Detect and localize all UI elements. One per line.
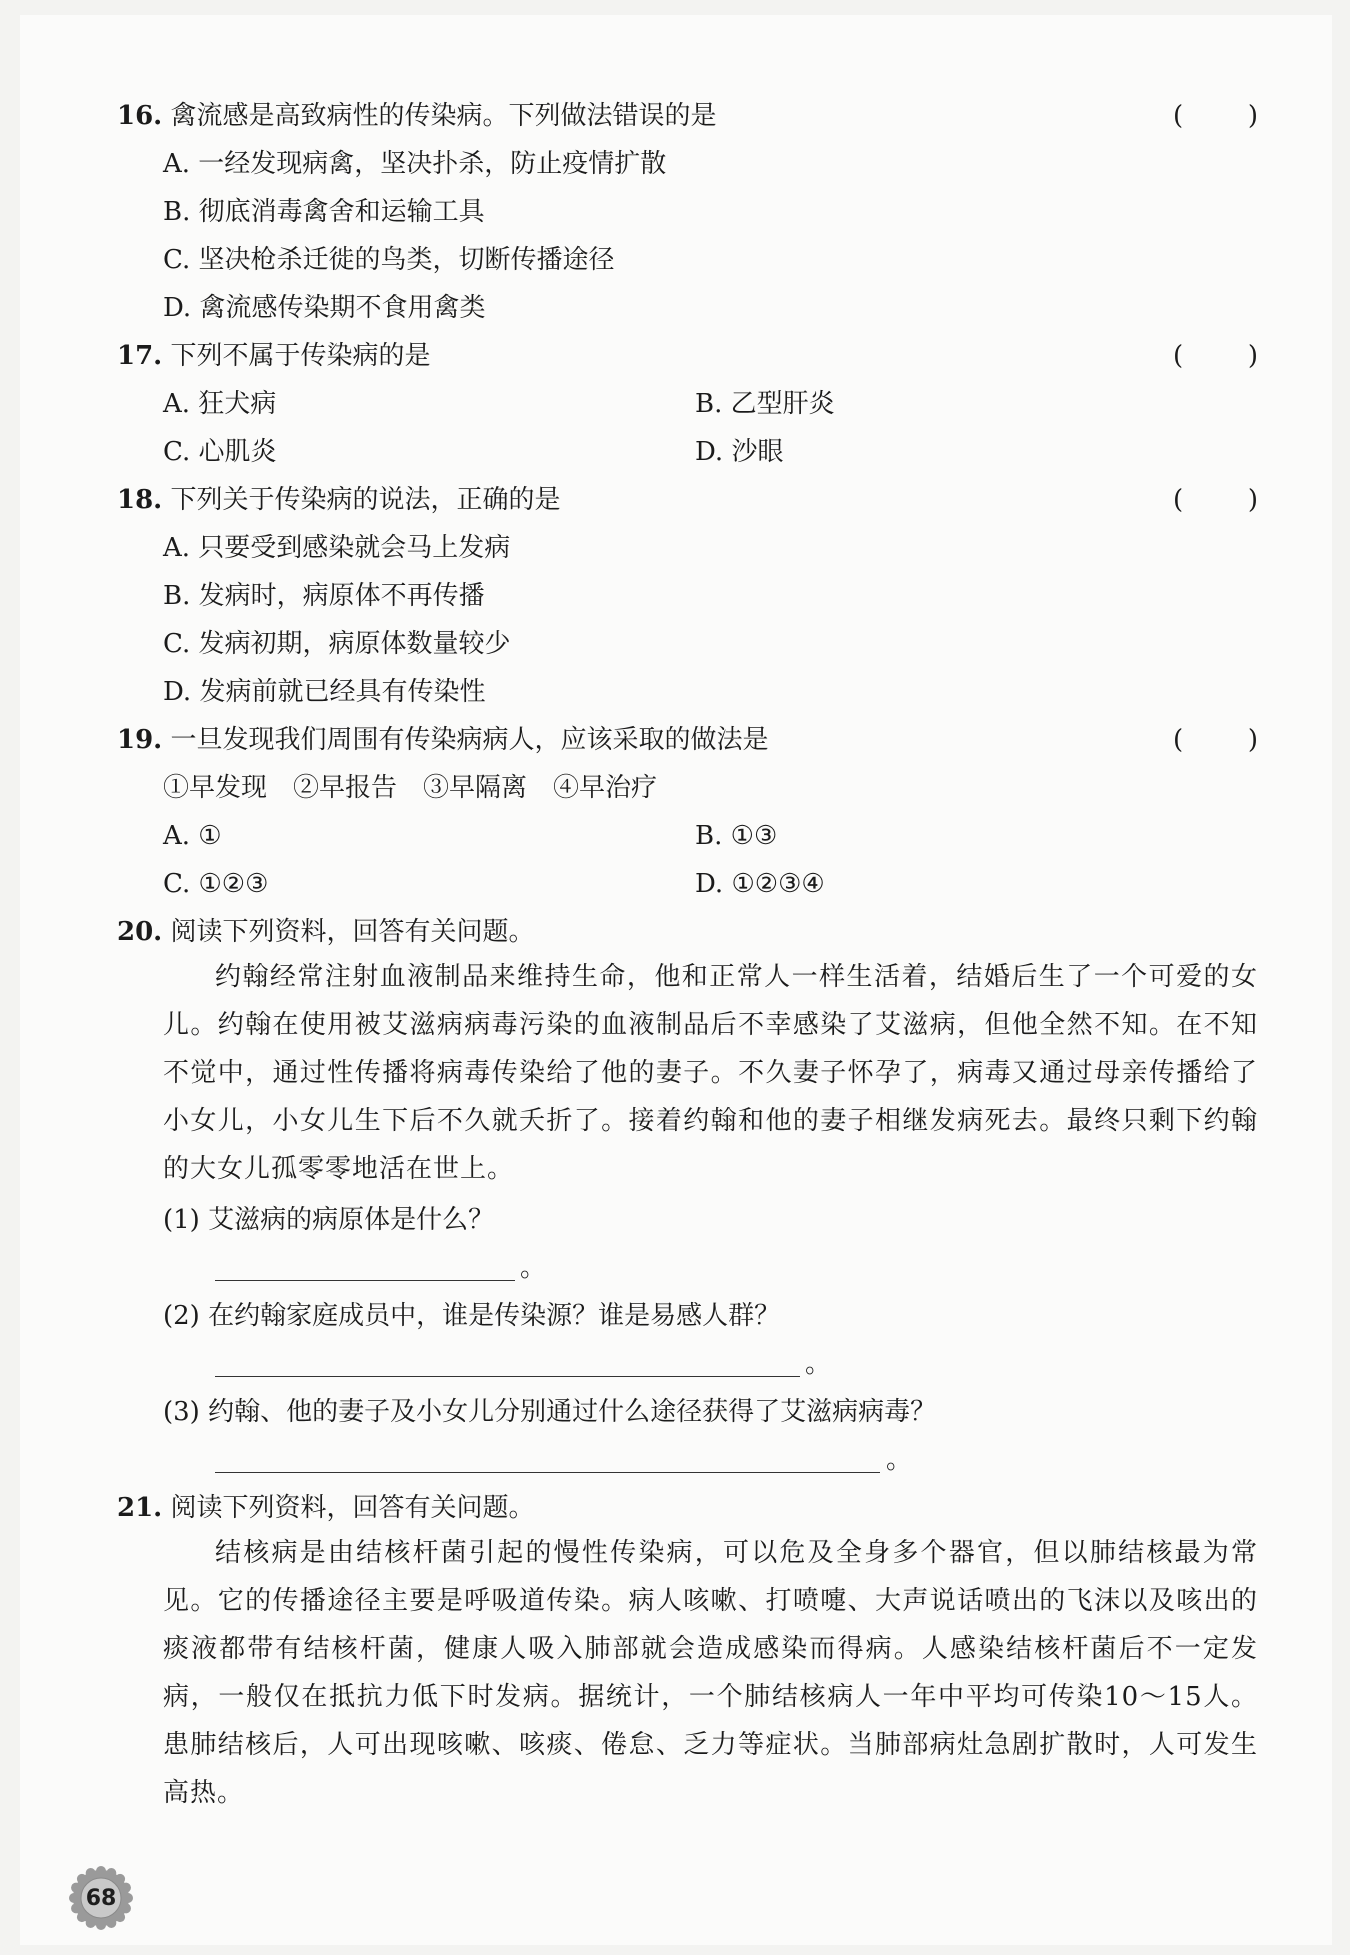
question-21-stem xyxy=(117,1491,535,1525)
option-16-c: C. 坚决枪杀迁徙的鸟类，切断传播途径 xyxy=(163,245,615,275)
answer-bracket-18[interactable] xyxy=(1173,483,1258,517)
answer-blank-20-3[interactable] xyxy=(215,1472,880,1473)
bracket-close: ) xyxy=(1247,485,1258,515)
option-18-a: A. 只要受到感染就会马上发病 xyxy=(163,533,511,563)
option-16-d: D. 禽流感传染期不食用禽类 xyxy=(163,293,486,323)
page-number: 68 xyxy=(85,1885,117,1911)
question-text: 阅读下列资料，回答有关问题。 xyxy=(170,1493,535,1523)
answer-bracket-16[interactable] xyxy=(1173,99,1258,133)
answer-blank-20-2[interactable] xyxy=(215,1376,800,1377)
answer-bracket-17[interactable] xyxy=(1173,339,1258,373)
question-text: 下列关于传染病的说法，正确的是 xyxy=(170,485,561,515)
option-17-c: C. 心肌炎 xyxy=(163,437,277,467)
bracket-open: ( xyxy=(1173,101,1184,131)
bracket-close: ) xyxy=(1247,341,1258,371)
option-17-d: D. 沙眼 xyxy=(695,437,784,467)
passage-20 xyxy=(163,953,1258,1193)
question-text: 禽流感是高致病性的传染病。下列做法错误的是 xyxy=(170,101,717,131)
workbook-page xyxy=(20,15,1332,1945)
question-text: 下列不属于传染病的是 xyxy=(170,341,431,371)
passage-text: 结核病是由结核杆菌引起的慢性传染病，可以危及全身多个器官，但以肺结核最为常见。它的传播途径主要是呼吸道传染。病人咳嗽、打喷嚏、大声说话喷出的飞沫以及咳出的痰液都带有结核杆菌，健康人吸入肺部就会造成感染而得病。人感染结核杆菌后不一定发病，一般仅在抵抗力低下时发病。据统计，一个肺结核病人一年中平均可传染10～15人。患肺结核后，人可出现咳嗽、咳痰、倦怠、乏力等症状。当肺部病灶急剧扩散时，人可发生高热。 xyxy=(163,1538,1258,1808)
question-number: 18. xyxy=(117,485,163,515)
bracket-open: ( xyxy=(1173,485,1184,515)
option-17-b: B. 乙型肝炎 xyxy=(695,389,835,419)
answer-blank-20-1[interactable] xyxy=(215,1280,515,1281)
question-19-items: ①早发现 ②早报告 ③早隔离 ④早治疗 xyxy=(163,773,658,803)
option-18-c: C. 发病初期，病原体数量较少 xyxy=(163,629,511,659)
subquestion-20-2: (2) 在约翰家庭成员中，谁是传染源？谁是易感人群？ xyxy=(163,1301,781,1331)
passage-21 xyxy=(163,1529,1258,1817)
passage-text: 约翰经常注射血液制品来维持生命，他和正常人一样生活着，结婚后生了一个可爱的女儿。约翰在使用被艾滋病病毒污染的血液制品后不幸感染了艾滋病，但他全然不知。在不知不觉中，通过性传播将病毒传染给了他的妻子。不久妻子怀孕了，病毒又通过母亲传播给了小女儿，小女儿生下后不久就夭折了。接着约翰和他的妻子相继发病死去。最终只剩下约翰的大女儿孤零零地活在世上。 xyxy=(163,962,1258,1184)
question-number: 16. xyxy=(117,101,163,131)
question-number: 19. xyxy=(117,725,163,755)
question-number: 20. xyxy=(117,917,163,947)
subquestion-20-3: (3) 约翰、他的妻子及小女儿分别通过什么途径获得了艾滋病病毒？ xyxy=(163,1397,937,1427)
question-number: 21. xyxy=(117,1493,163,1523)
answer-bracket-19[interactable] xyxy=(1173,723,1258,757)
blank-period: 。 xyxy=(805,1349,832,1379)
subquestion-20-1: (1) 艾滋病的病原体是什么？ xyxy=(163,1205,495,1235)
bracket-open: ( xyxy=(1173,725,1184,755)
question-20-stem xyxy=(117,915,535,949)
bracket-close: ) xyxy=(1247,101,1258,131)
option-18-d: D. 发病前就已经具有传染性 xyxy=(163,677,486,707)
option-19-b: B. ①③ xyxy=(695,821,778,851)
question-18-stem xyxy=(117,483,561,517)
question-17-stem xyxy=(117,339,431,373)
question-19-stem xyxy=(117,723,769,757)
page-number-badge xyxy=(68,1865,134,1931)
blank-period: 。 xyxy=(520,1253,547,1283)
option-16-a: A. 一经发现病禽，坚决扑杀，防止疫情扩散 xyxy=(163,149,667,179)
bracket-open: ( xyxy=(1173,341,1184,371)
option-19-c: C. ①②③ xyxy=(163,869,269,899)
option-19-a: A. ① xyxy=(163,821,222,851)
question-16-stem xyxy=(117,99,717,133)
question-text: 一旦发现我们周围有传染病病人，应该采取的做法是 xyxy=(170,725,769,755)
question-text: 阅读下列资料，回答有关问题。 xyxy=(170,917,535,947)
option-19-d: D. ①②③④ xyxy=(695,869,825,899)
option-17-a: A. 狂犬病 xyxy=(163,389,277,419)
bracket-close: ) xyxy=(1247,725,1258,755)
blank-period: 。 xyxy=(886,1445,913,1475)
option-16-b: B. 彻底消毒禽舍和运输工具 xyxy=(163,197,485,227)
question-number: 17. xyxy=(117,341,163,371)
option-18-b: B. 发病时，病原体不再传播 xyxy=(163,581,485,611)
